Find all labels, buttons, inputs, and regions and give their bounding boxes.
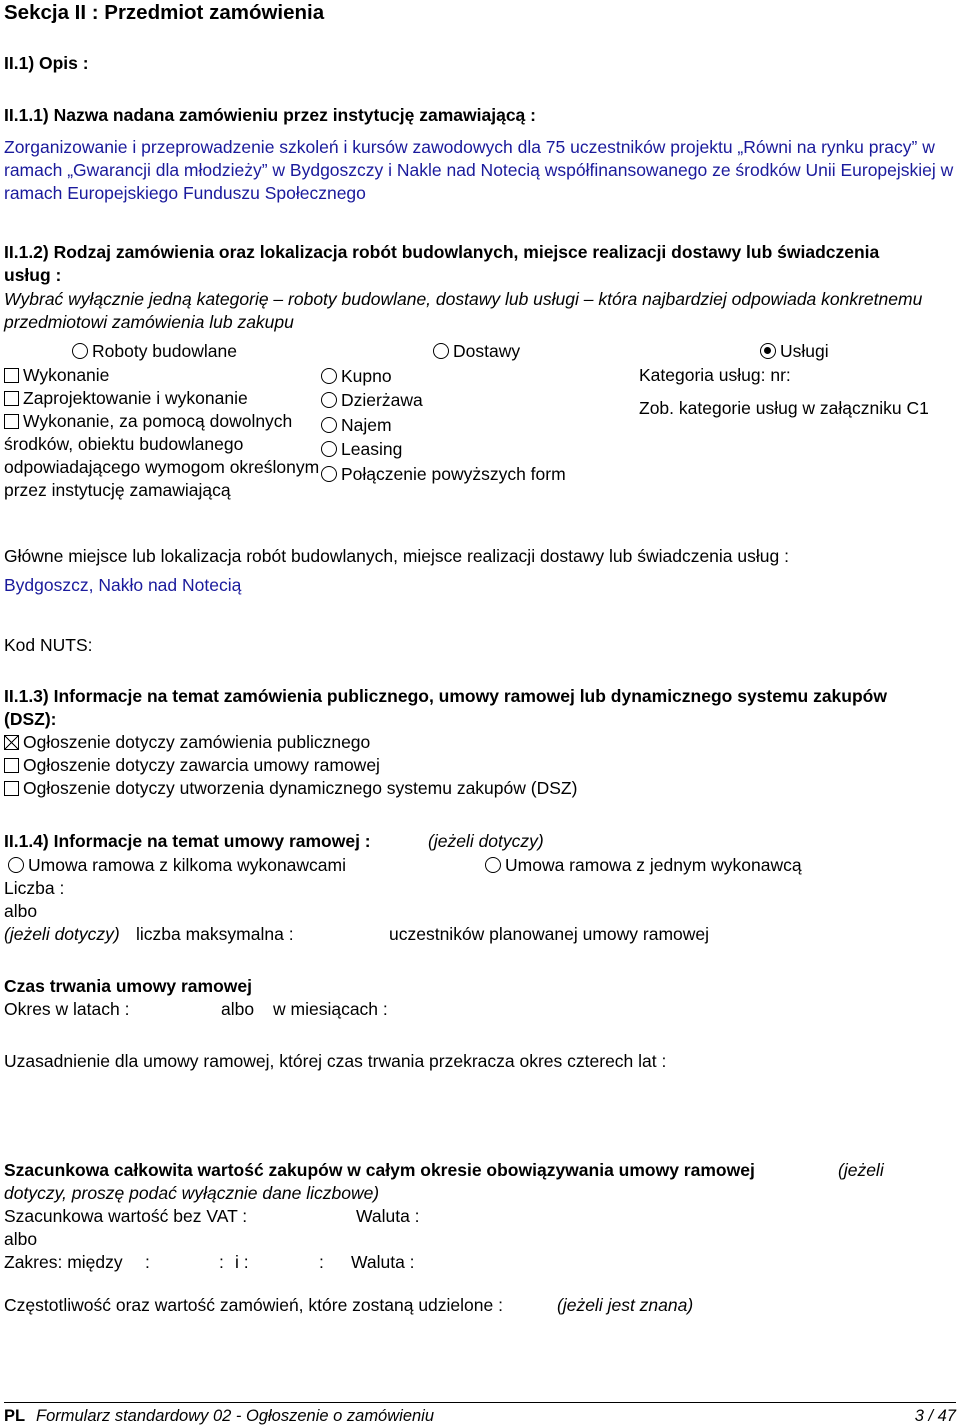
frequency-note: (jeżeli jest znana) <box>557 1295 694 1315</box>
years-label: Okres w latach : <box>4 999 130 1019</box>
radio-empty-icon <box>321 466 337 482</box>
checkbox-empty-icon <box>4 781 19 796</box>
location-value: Bydgoszcz, Nakło nad Notecią <box>4 575 242 595</box>
footer-page: 3 / 47 <box>914 1407 956 1425</box>
kategoria-uslug-label: Kategoria usług: nr: <box>639 365 791 385</box>
heading-ii14-note: (jeżeli dotyczy) <box>428 831 544 851</box>
checkbox-checked-icon <box>4 735 19 750</box>
category-instruction: Wybrać wyłącznie jedną kategorię – roboty budowlane, dostawy lub usługi – która najbardziej odpowiada konkretnemu przedmiotowi zamówienia lub zakupu <box>4 289 923 332</box>
checkbox-umowa-ramowa[interactable]: Ogłoszenie dotyczy zawarcia umowy ramowej <box>4 754 380 777</box>
range-colon: : <box>145 1252 150 1272</box>
footer-form: Formularz standardowy 02 - Ogłoszenie o zamówieniu <box>36 1407 435 1425</box>
estimated-note-a: (jeżeli <box>838 1160 884 1180</box>
albo-text: albo <box>4 901 38 921</box>
radio-umowa-kilku[interactable]: Umowa ramowa z kilkoma wykonawcami <box>8 854 346 877</box>
range-colon: : <box>319 1252 324 1272</box>
range-colon: : <box>219 1252 224 1272</box>
radio-umowa-jednym[interactable]: Umowa ramowa z jednym wykonawcą <box>485 854 802 877</box>
checkbox-empty-icon <box>4 368 19 383</box>
radio-empty-icon <box>321 441 337 457</box>
albo-text: albo <box>221 999 255 1019</box>
participants-text: uczestników planowanej umowy ramowej <box>389 924 710 944</box>
checkbox-empty-icon <box>4 391 19 406</box>
radio-empty-icon <box>321 368 337 384</box>
checkbox-wykonanie[interactable]: Wykonanie <box>4 364 109 387</box>
heading-ii11: II.1.1) Nazwa nadana zamówieniu przez instytucję zamawiającą : <box>4 105 536 125</box>
radio-empty-icon <box>72 343 88 359</box>
radio-empty-icon <box>321 392 337 408</box>
radio-empty-icon <box>485 857 501 873</box>
radio-roboty[interactable]: Roboty budowlane <box>72 340 237 363</box>
checkbox-wykonanie-dowolne[interactable]: Wykonanie, za pomocą dowolnych środków, obiektu budowlanego odpowiadającego wymogom określonym przez instytucję zamawiającą <box>4 411 320 500</box>
liczba-label: Liczba : <box>4 878 65 898</box>
radio-dostawy[interactable]: Dostawy <box>433 340 520 363</box>
footer-lang: PL <box>4 1407 26 1425</box>
months-label: w miesiącach : <box>273 999 388 1019</box>
contract-name: Zorganizowanie i przeprowadzenie szkoleń i kursów zawodowych dla 75 uczestników projektu „Równi na rynku pracy” w ramach „Gwarancji dla młodzieży” w Bydgoszczy i Nakle nad Notecią współfinansowanego ze środków Unii Europejskiej w ramach Europejskiego Funduszu Społecznego <box>4 137 954 203</box>
currency-label: Waluta : <box>351 1252 415 1272</box>
section-title: Sekcja II : Przedmiot zamówienia <box>4 1 325 24</box>
radio-empty-icon <box>433 343 449 359</box>
kategoria-uslug-note: Zob. kategorie usług w załączniku C1 <box>639 398 929 418</box>
heading-ii12: II.1.2) Rodzaj zamówienia oraz lokalizacja robót budowlanych, miejsce realizacji dostawy lub świadczenia usług : <box>4 242 880 285</box>
max-note: (jeżeli dotyczy) <box>4 924 120 944</box>
radio-empty-icon <box>321 417 337 433</box>
estimated-note-b: dotyczy, proszę podać wyłącznie dane liczbowe) <box>4 1183 380 1203</box>
value-no-vat-label: Szacunkowa wartość bez VAT : <box>4 1206 248 1226</box>
range-i-label: i : <box>235 1252 249 1272</box>
albo-text: albo <box>4 1229 38 1249</box>
radio-leasing[interactable]: Leasing <box>321 438 402 461</box>
radio-uslugi[interactable]: Usługi <box>760 340 829 363</box>
radio-polaczenie[interactable]: Połączenie powyższych form <box>321 463 566 486</box>
range-label: Zakres: między <box>4 1252 123 1272</box>
checkbox-zamowienie-publiczne[interactable]: Ogłoszenie dotyczy zamówienia publicznego <box>4 731 370 754</box>
heading-ii14: II.1.4) Informacje na temat umowy ramowej : <box>4 831 371 851</box>
checkbox-dsz[interactable]: Ogłoszenie dotyczy utworzenia dynamicznego systemu zakupów (DSZ) <box>4 777 577 800</box>
estimated-heading: Szacunkowa całkowita wartość zakupów w całym okresie obowiązywania umowy ramowej <box>4 1160 755 1180</box>
checkbox-zaprojektowanie[interactable]: Zaprojektowanie i wykonanie <box>4 387 248 410</box>
checkbox-empty-icon <box>4 414 19 429</box>
currency-label: Waluta : <box>356 1206 420 1226</box>
radio-empty-icon <box>8 857 24 873</box>
checkbox-empty-icon <box>4 758 19 773</box>
frequency-label: Częstotliwość oraz wartość zamówień, które zostaną udzielone : <box>4 1295 503 1315</box>
radio-selected-icon <box>760 343 776 359</box>
justification-label: Uzasadnienie dla umowy ramowej, której czas trwania przekracza okres czterech lat : <box>4 1051 667 1071</box>
subsection-ii1: II.1) Opis : <box>4 53 89 73</box>
radio-kupno[interactable]: Kupno <box>321 365 392 388</box>
max-label: liczba maksymalna : <box>136 924 294 944</box>
radio-dzierzawa[interactable]: Dzierżawa <box>321 389 423 412</box>
location-label: Główne miejsce lub lokalizacja robót budowlanych, miejsce realizacji dostawy lub świadczenia usług : <box>4 546 789 566</box>
nuts-label: Kod NUTS: <box>4 635 93 655</box>
radio-najem[interactable]: Najem <box>321 414 392 437</box>
heading-ii13: II.1.3) Informacje na temat zamówienia publicznego, umowy ramowej lub dynamicznego systemu zakupów (DSZ): <box>4 686 887 729</box>
duration-heading: Czas trwania umowy ramowej <box>4 976 252 996</box>
footer-divider <box>4 1402 956 1403</box>
